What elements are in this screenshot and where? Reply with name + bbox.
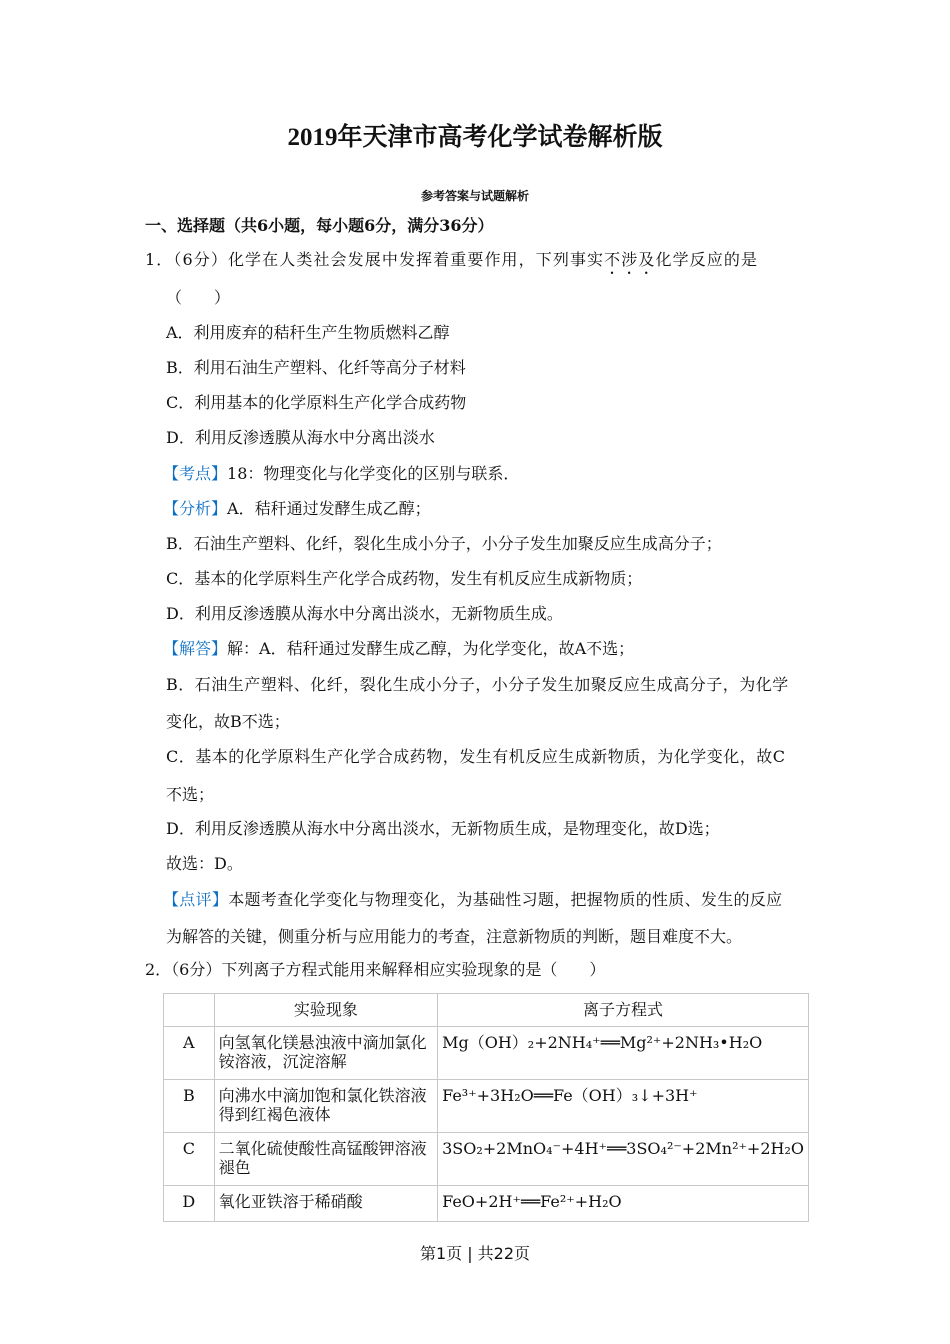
question-1-answer-blank: （ ） xyxy=(166,288,231,307)
fenxi: 【分析】A．秸秆通过发酵生成乙醇； xyxy=(163,499,431,518)
jieda-line: 不选； xyxy=(166,785,215,804)
row-phenomenon: 氧化亚铁溶于稀硝酸 xyxy=(214,1186,437,1222)
row-equation: Fe³⁺+3H₂O══Fe（OH）₃↓+3H⁺ xyxy=(438,1080,809,1133)
row-equation: 3SO₂+2MnO₄⁻+4H⁺══3SO₄²⁻+2Mn²⁺+2H₂O xyxy=(438,1133,809,1186)
question-2-stem: 2．（6分）下列离子方程式能用来解释相应实验现象的是（ ） xyxy=(145,960,606,979)
row-phenomenon: 二氧化硫使酸性高锰酸钾溶液褪色 xyxy=(214,1133,437,1186)
jieda-line: 故选：D。 xyxy=(166,854,243,873)
row-phenomenon: 向氢氧化镁悬浊液中滴加氯化铵溶液，沉淀溶解 xyxy=(214,1027,437,1080)
fenxi-line: B．石油生产塑料、化纤，裂化生成小分子，小分子发生加聚反应生成高分子； xyxy=(166,534,722,553)
table-header xyxy=(164,994,215,1027)
option-d: D．利用反渗透膜从海水中分离出淡水 xyxy=(166,428,435,447)
kaodian: 【考点】18：物理变化与化学变化的区别与联系． xyxy=(163,464,520,483)
page-footer: 第1页 | 共22页 xyxy=(419,1244,531,1263)
row-equation: FeO+2H⁺══Fe²⁺+H₂O xyxy=(438,1186,809,1222)
option-c: C．利用基本的化学原料生产化学合成药物 xyxy=(166,393,467,412)
row-label: D xyxy=(164,1186,215,1222)
document-subtitle: 参考答案与试题解析 xyxy=(420,189,529,203)
option-a: A．利用废弃的秸秆生产生物质燃料乙醇 xyxy=(166,323,450,342)
jieda-line: C．基本的化学原料生产化学合成药物，发生有机反应生成新物质，为化学变化，故C xyxy=(166,747,786,766)
dianping-line: 为解答的关键，侧重分析与应用能力的考查，注意新物质的判断，题目难度不大。 xyxy=(166,927,743,946)
table-header: 实验现象 xyxy=(214,994,437,1027)
table-row xyxy=(164,1133,809,1186)
jieda-line: D．利用反渗透膜从海水中分离出淡水，无新物质生成，是物理变化，故D选； xyxy=(166,819,720,838)
row-phenomenon: 向沸水中滴加饱和氯化铁溶液得到红褐色液体 xyxy=(214,1080,437,1133)
jieda-line: 变化，故B不选； xyxy=(166,712,290,731)
section-heading: 一、选择题（共6小题，每小题6分，满分36分） xyxy=(145,216,494,235)
document-title: 2019年天津市高考化学试卷解析版 xyxy=(287,124,663,151)
jieda-line: B．石油生产塑料、化纤，裂化生成小分子，小分子发生加聚反应生成高分子，为化学 xyxy=(166,675,789,694)
fenxi-line: D．利用反渗透膜从海水中分离出淡水，无新物质生成。 xyxy=(166,604,563,623)
row-label: C xyxy=(164,1133,215,1186)
row-equation: Mg（OH）₂+2NH₄⁺══Mg²⁺+2NH₃•H₂O xyxy=(438,1027,809,1080)
table-row xyxy=(164,1186,809,1222)
option-b: B．利用石油生产塑料、化纤等高分子材料 xyxy=(166,358,466,377)
table-header: 离子方程式 xyxy=(438,994,809,1027)
ion-equation-table xyxy=(163,993,809,1222)
row-label: A xyxy=(164,1027,215,1080)
question-1-stem: 1．（6分）化学在人类社会发展中发挥着重要作用，下列事实不涉及化学反应的是 xyxy=(145,250,759,269)
table-row xyxy=(164,1080,809,1133)
row-label: B xyxy=(164,1080,215,1133)
fenxi-line: C．基本的化学原料生产化学合成药物，发生有机反应生成新物质； xyxy=(166,569,643,588)
table-row xyxy=(164,1027,809,1080)
jieda: 【解答】解：A．秸秆通过发酵生成乙醇，为化学变化，故A不选； xyxy=(163,639,635,658)
table-header-row xyxy=(164,994,809,1027)
dianping: 【点评】本题考查化学变化与物理变化，为基础性习题，把握物质的性质、发生的反应 xyxy=(163,890,783,909)
